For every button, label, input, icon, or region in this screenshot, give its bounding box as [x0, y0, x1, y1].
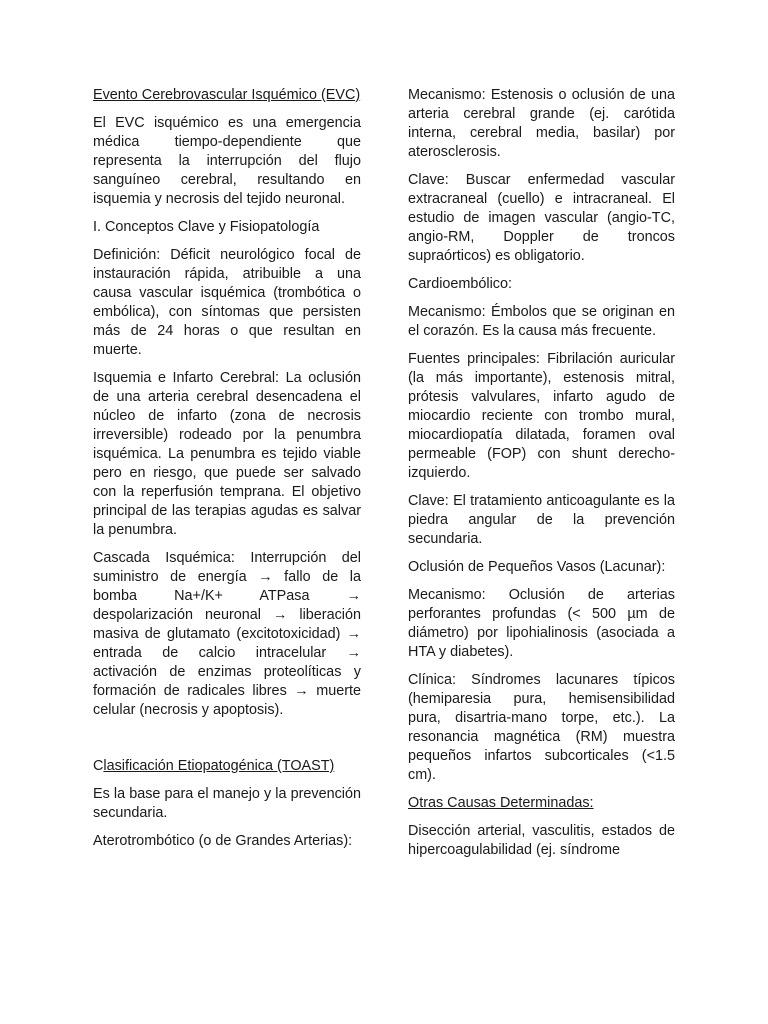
toast-heading-rest: lasificación Etiopatogénica (TOAST) — [103, 758, 335, 774]
right-column — [408, 86, 675, 869]
otras-causas-paragraph: Disección arterial, vasculitis, estados de hipercoagulabilidad (ej. síndrome — [408, 823, 675, 858]
otras-causas-heading: Otras Causas Determinadas: — [408, 795, 594, 811]
left-column — [93, 86, 361, 860]
section-heading-conceptos: I. Conceptos Clave y Fisiopatología — [93, 219, 320, 235]
intro-paragraph: El EVC isquémico es una emergencia médica tiempo-dependiente que representa la interrupción del flujo sanguíneo cerebral, resultando en isquemia y necrosis del tejido neuronal. — [93, 115, 361, 207]
document-title: Evento Cerebrovascular Isquémico (EVC) — [93, 87, 361, 103]
toast-intro-paragraph: Es la base para el manejo y la prevención secundaria. — [93, 786, 361, 821]
aterotrombotico-heading: Aterotrombótico (o de Grandes Arterias): — [93, 833, 353, 849]
definicion-paragraph: Definición: Déficit neurológico focal de instauración rápida, atribuible a una causa vascular isquémica (trombótica o embólica), con síntomas que persisten más de 24 horas o que resultan en muerte. — [93, 247, 361, 358]
isquemia-infarto-paragraph: Isquemia e Infarto Cerebral: La oclusión de una arteria cerebral desencadena el núcleo de infarto (zona de necrosis irreversible) rodeado por la penumbra isquémica. La penumbra es tejido viable pero en riesgo, que puede ser salvado con la reperfusión temprana. El objetivo principal de las terapias agudas es salvar la penumbra. — [93, 370, 361, 538]
cascada-paragraph: Cascada Isquémica: Interrupción del suministro de energía → fallo de la bomba Na+/K+ ATPasa → despolarización neuronal → liberación masiva de glutamato (excitotoxicidad) → entrada de calcio intracelular → activación de enzimas proteolíticas y formación de radicales libres → muerte celular (necrosis y apoptosis). — [93, 550, 361, 718]
clave-atero-paragraph: Clave: Buscar enfermedad vascular extracraneal (cuello) e intracraneal. El estudio de imagen vascular (angio-TC, angio-RM, Doppler de troncos supraórticos) es obligatorio. — [408, 172, 675, 264]
clave-cardio-paragraph: Clave: El tratamiento anticoagulante es la piedra angular de la prevención secundaria. — [408, 493, 675, 547]
lacunar-heading: Oclusión de Pequeños Vasos (Lacunar): — [408, 559, 666, 575]
clinica-lacunar-paragraph: Clínica: Síndromes lacunares típicos (hemiparesia pura, hemisensibilidad pura, disartria-mano torpe, etc.). La resonancia magnética (RM) muestra pequeños infartos subcorticales (<1.5 cm). — [408, 672, 675, 783]
mecanismo-atero-paragraph: Mecanismo: Estenosis o oclusión de una arteria cerebral grande (ej. carótida interna, cerebral media, basilar) por aterosclerosis. — [408, 87, 675, 160]
toast-heading — [93, 757, 361, 776]
fuentes-paragraph: Fuentes principales: Fibrilación auricular (la más importante), estenosis mitral, prótesis valvulares, infarto agudo de miocardio reciente con trombo mural, miocardiopatía dilatada, foramen oval permeable (FOP) con shunt derecho-izquierdo. — [408, 351, 675, 481]
mecanismo-cardio-paragraph: Mecanismo: Émbolos que se originan en el corazón. Es la causa más frecuente. — [408, 304, 675, 339]
section-spacer — [93, 729, 361, 757]
cardioembolico-heading: Cardioembólico: — [408, 276, 512, 292]
mecanismo-lacunar-paragraph: Mecanismo: Oclusión de arterias perforantes profundas (< 500 µm de diámetro) por lipohialinosis (asociada a HTA y diabetes). — [408, 587, 675, 660]
toast-heading-initial: C — [93, 758, 104, 774]
